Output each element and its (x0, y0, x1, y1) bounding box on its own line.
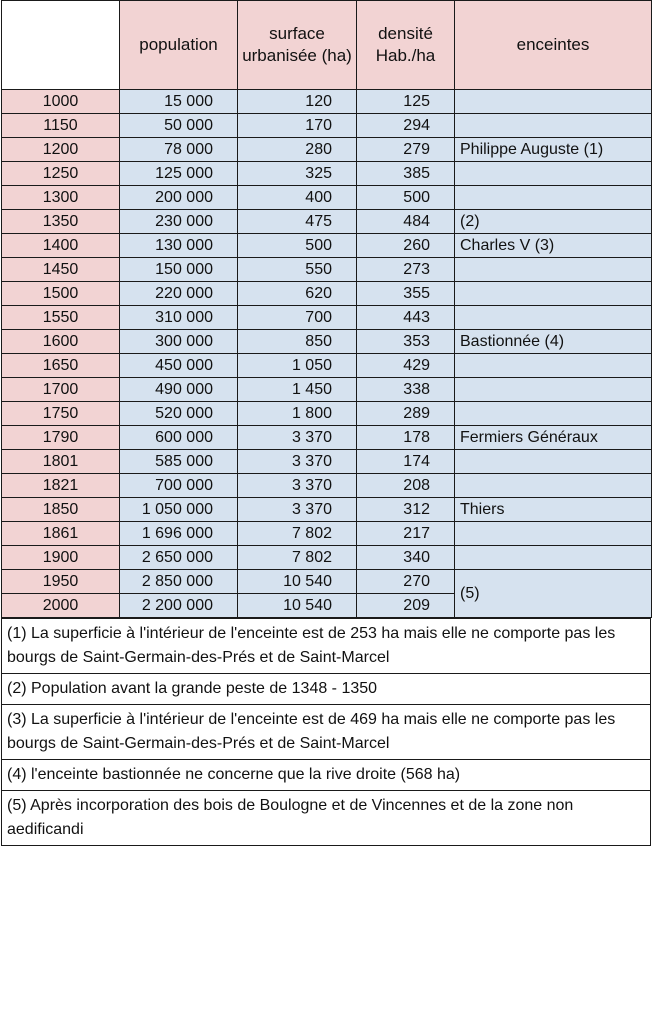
density-cell: 353 (357, 330, 455, 354)
enclosure-cell-merged: (5) (455, 570, 652, 618)
enclosure-cell (455, 546, 652, 570)
corner-cell (2, 1, 120, 90)
density-cell: 125 (357, 90, 455, 114)
population-cell: 1 696 000 (120, 522, 238, 546)
enclosure-cell (455, 522, 652, 546)
enclosures-header: enceintes (455, 1, 652, 90)
surface-cell: 7 802 (238, 522, 357, 546)
density-cell: 174 (357, 450, 455, 474)
population-cell: 585 000 (120, 450, 238, 474)
density-cell: 355 (357, 282, 455, 306)
surface-header: surface urbanisée (ha) (238, 1, 357, 90)
population-cell: 490 000 (120, 378, 238, 402)
enclosure-cell (455, 378, 652, 402)
population-cell: 600 000 (120, 426, 238, 450)
year-cell: 1550 (2, 306, 120, 330)
surface-cell: 7 802 (238, 546, 357, 570)
density-header: densité Hab./ha (357, 1, 455, 90)
enclosure-cell (455, 474, 652, 498)
population-cell: 2 200 000 (120, 594, 238, 618)
surface-cell: 850 (238, 330, 357, 354)
density-cell: 385 (357, 162, 455, 186)
table-row (2, 234, 652, 258)
year-cell: 1600 (2, 330, 120, 354)
population-cell: 2 650 000 (120, 546, 238, 570)
density-cell: 260 (357, 234, 455, 258)
population-cell: 125 000 (120, 162, 238, 186)
year-cell: 2000 (2, 594, 120, 618)
enclosure-cell (455, 306, 652, 330)
enclosure-cell (455, 282, 652, 306)
population-cell: 1 050 000 (120, 498, 238, 522)
surface-cell: 620 (238, 282, 357, 306)
enclosure-cell (455, 162, 652, 186)
density-cell: 443 (357, 306, 455, 330)
enclosure-cell: Charles V (3) (455, 234, 652, 258)
population-cell: 220 000 (120, 282, 238, 306)
population-cell: 50 000 (120, 114, 238, 138)
surface-cell: 280 (238, 138, 357, 162)
table-row (2, 546, 652, 570)
surface-cell: 120 (238, 90, 357, 114)
enclosure-cell (455, 402, 652, 426)
density-cell: 208 (357, 474, 455, 498)
footnote-4: (4) l'enceinte bastionnée ne concerne que la rive droite (568 ha) (2, 760, 651, 791)
population-cell: 700 000 (120, 474, 238, 498)
density-cell: 429 (357, 354, 455, 378)
surface-cell: 1 450 (238, 378, 357, 402)
footnote-1: (1) La superficie à l'intérieur de l'enceinte est de 253 ha mais elle ne comporte pas les bourgs de Saint-Germain-des-Prés et de Saint-Marcel (2, 619, 651, 674)
population-cell: 130 000 (120, 234, 238, 258)
year-cell: 1821 (2, 474, 120, 498)
year-cell: 1150 (2, 114, 120, 138)
density-cell: 312 (357, 498, 455, 522)
density-cell: 294 (357, 114, 455, 138)
density-cell: 178 (357, 426, 455, 450)
enclosure-cell (455, 114, 652, 138)
table-row (2, 186, 652, 210)
year-cell: 1950 (2, 570, 120, 594)
density-cell: 500 (357, 186, 455, 210)
surface-cell: 325 (238, 162, 357, 186)
table-row (2, 282, 652, 306)
table-body (2, 90, 652, 618)
enclosure-cell: (2) (455, 210, 652, 234)
table-row (2, 210, 652, 234)
surface-cell: 550 (238, 258, 357, 282)
footnotes (1, 618, 651, 846)
enclosure-cell (455, 186, 652, 210)
paris-population-table (1, 0, 652, 618)
density-cell: 484 (357, 210, 455, 234)
enclosure-cell: Bastionnée (4) (455, 330, 652, 354)
density-cell: 340 (357, 546, 455, 570)
footnote-5: (5) Après incorporation des bois de Boulogne et de Vincennes et de la zone non aedificandi (2, 791, 651, 846)
surface-cell: 700 (238, 306, 357, 330)
year-cell: 1861 (2, 522, 120, 546)
density-cell: 209 (357, 594, 455, 618)
population-cell: 78 000 (120, 138, 238, 162)
year-cell: 1801 (2, 450, 120, 474)
population-cell: 230 000 (120, 210, 238, 234)
surface-cell: 3 370 (238, 426, 357, 450)
population-cell: 450 000 (120, 354, 238, 378)
surface-cell: 1 050 (238, 354, 357, 378)
density-cell: 217 (357, 522, 455, 546)
enclosure-cell: Thiers (455, 498, 652, 522)
table-row (2, 162, 652, 186)
table-row (2, 570, 652, 594)
population-cell: 2 850 000 (120, 570, 238, 594)
year-cell: 1350 (2, 210, 120, 234)
surface-cell: 10 540 (238, 570, 357, 594)
table-row (2, 330, 652, 354)
year-cell: 1250 (2, 162, 120, 186)
year-cell: 1900 (2, 546, 120, 570)
year-cell: 1300 (2, 186, 120, 210)
year-cell: 1500 (2, 282, 120, 306)
enclosure-cell (455, 450, 652, 474)
table-row (2, 378, 652, 402)
density-cell: 279 (357, 138, 455, 162)
year-cell: 1450 (2, 258, 120, 282)
population-cell: 15 000 (120, 90, 238, 114)
table-row (2, 402, 652, 426)
density-cell: 338 (357, 378, 455, 402)
header-row (2, 1, 652, 90)
enclosure-cell (455, 258, 652, 282)
surface-cell: 1 800 (238, 402, 357, 426)
population-header: population (120, 1, 238, 90)
enclosure-cell (455, 354, 652, 378)
population-cell: 200 000 (120, 186, 238, 210)
year-cell: 1750 (2, 402, 120, 426)
enclosure-cell: Philippe Auguste (1) (455, 138, 652, 162)
table-row (2, 258, 652, 282)
population-cell: 310 000 (120, 306, 238, 330)
year-cell: 1200 (2, 138, 120, 162)
population-cell: 300 000 (120, 330, 238, 354)
density-cell: 289 (357, 402, 455, 426)
surface-cell: 500 (238, 234, 357, 258)
table-row (2, 426, 652, 450)
surface-cell: 3 370 (238, 474, 357, 498)
surface-cell: 170 (238, 114, 357, 138)
population-cell: 150 000 (120, 258, 238, 282)
year-cell: 1850 (2, 498, 120, 522)
table-row (2, 138, 652, 162)
table-row (2, 90, 652, 114)
surface-cell: 475 (238, 210, 357, 234)
density-cell: 270 (357, 570, 455, 594)
surface-cell: 10 540 (238, 594, 357, 618)
surface-cell: 400 (238, 186, 357, 210)
table-row (2, 450, 652, 474)
surface-cell: 3 370 (238, 498, 357, 522)
table-row (2, 498, 652, 522)
year-cell: 1790 (2, 426, 120, 450)
table-row (2, 474, 652, 498)
footnote-2: (2) Population avant la grande peste de 1348 - 1350 (2, 674, 651, 705)
table-row (2, 306, 652, 330)
surface-cell: 3 370 (238, 450, 357, 474)
density-cell: 273 (357, 258, 455, 282)
enclosure-cell (455, 90, 652, 114)
year-cell: 1700 (2, 378, 120, 402)
footnote-3: (3) La superficie à l'intérieur de l'enceinte est de 469 ha mais elle ne comporte pas les bourgs de Saint-Germain-des-Prés et de Saint-Marcel (2, 705, 651, 760)
table-row (2, 114, 652, 138)
enclosure-cell: Fermiers Généraux (455, 426, 652, 450)
table-row (2, 354, 652, 378)
year-cell: 1400 (2, 234, 120, 258)
population-cell: 520 000 (120, 402, 238, 426)
table-row (2, 522, 652, 546)
year-cell: 1650 (2, 354, 120, 378)
year-cell: 1000 (2, 90, 120, 114)
